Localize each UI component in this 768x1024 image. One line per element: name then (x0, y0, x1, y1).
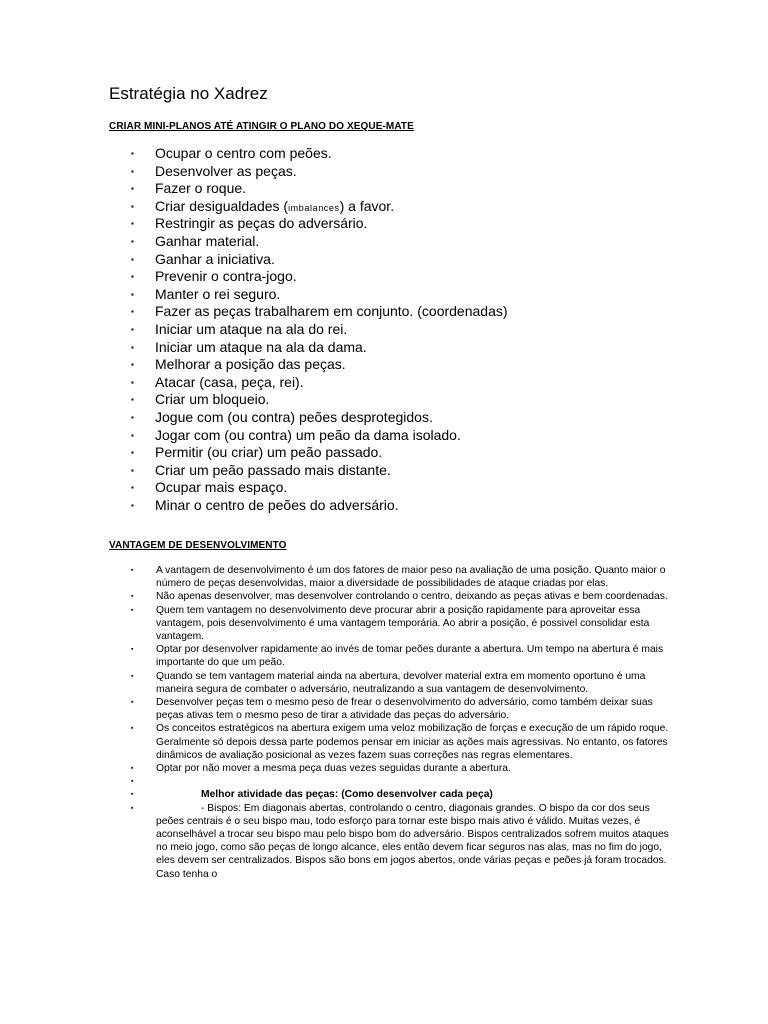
bullet-icon: ▪ (131, 778, 134, 786)
bullet-icon: ▪ (131, 725, 134, 733)
list-item: ▪ Os conceitos estratégicos na abertura exigem uma veloz mobilização de forças e execução de um rápido roque. Geralmente só depois dessa parte podemos pensar em iniciar as ações mais agressivas. No entanto, os fatores dinâmicos de avaliação posicional as vezes fazem suas correções nas regras elementares. (131, 723, 669, 761)
list-item: ▪ Criar um bloqueio. (131, 391, 270, 408)
bullet-icon: ▪ (131, 254, 134, 264)
bullet-icon: ▪ (131, 593, 134, 601)
section-heading-mini-plans: CRIAR MINI-PLANOS ATÉ ATINGIR O PLANO DO XEQUE-MATE (109, 121, 414, 132)
list-item: ▪ Permitir (ou criar) um peão passado. (131, 444, 383, 461)
page-title: Estratégia no Xadrez (109, 84, 268, 103)
bullet-icon: ▪ (131, 672, 134, 680)
bullet-icon: ▪ (131, 149, 134, 158)
bullet-icon: ▪ (131, 236, 134, 246)
bullet-icon: ▪ (131, 289, 134, 299)
list-item-empty (131, 775, 671, 788)
list-item: ▪ Fazer as peças trabalharem em conjunto. (coordenadas) (131, 303, 508, 320)
list-item: ▪ Ocupar mais espaço. (131, 479, 288, 496)
bullet-icon: ▪ (131, 412, 134, 422)
list-item: ▪ Desenvolver peças tem o mesmo peso de frear o desenvolvimento do adversário, como também deixar suas peças ativas tem o mesmo peso de tirar a atividade das peças do adversário. (131, 697, 653, 722)
list-item: ▪ Criar um peão passado mais distante. (131, 461, 391, 478)
list-item: ▪ Não apenas desenvolver, mas desenvolver controlando o centro, deixando as peças ativas e bem coordenadas. (131, 591, 668, 603)
list-item: ▪ Ganhar a iniciativa. (131, 250, 275, 267)
bullet-icon: ▪ (131, 765, 134, 773)
bullet-icon: ▪ (131, 448, 134, 458)
list-item: ▪ Desenvolver as peças. (131, 162, 297, 179)
list-item: ▪ Iniciar um ataque na ala da dama. (131, 338, 367, 355)
bullet-icon: ▪ (131, 500, 134, 510)
imbalances-note: imbalances (288, 202, 340, 213)
bullet-icon: ▪ (131, 342, 134, 352)
list-item (131, 802, 671, 881)
list-item: ▪ Ganhar material. (131, 232, 260, 249)
bullet-icon: ▪ (131, 699, 134, 707)
bullet-icon: ▪ (131, 465, 134, 475)
piece-activity-heading: Melhor atividade das peças: (Como desenvolver cada peça) (201, 789, 493, 801)
list-item: ▪ A vantagem de desenvolvimento é um dos fatores de maior peso na avaliação de uma posição. Quanto maior o número de peças desenvolvidas, maior a diversidade de possibilidades de ataque criadas por elas. (131, 565, 666, 590)
list-item: ▪ Optar por não mover a mesma peça duas vezes seguidas durante a abertura. (131, 763, 511, 775)
development-list (131, 564, 671, 881)
bullet-icon: ▪ (131, 804, 134, 812)
bullet-icon: ▪ (131, 791, 134, 799)
list-item: ▪ Manter o rei seguro. (131, 285, 281, 302)
list-item: ▪ Jogar com (ou contra) um peão da dama isolado. (131, 426, 461, 443)
list-item (131, 788, 671, 801)
bullet-icon: ▪ (131, 395, 134, 405)
list-item: ▪ Ocupar o centro com peões. (131, 145, 332, 161)
list-item: ▪ Atacar (casa, peça, rei). (131, 373, 304, 390)
list-item: ▪ Melhorar a posição das peças. (131, 356, 346, 373)
bullet-icon: ▪ (131, 483, 134, 493)
bullet-icon: ▪ (131, 201, 134, 211)
bullet-icon: ▪ (131, 430, 134, 440)
bullet-icon: ▪ (131, 166, 134, 176)
list-item: ▪ Restringir as peças do adversário. (131, 215, 368, 232)
list-item: ▪ Iniciar um ataque na ala do rei. (131, 320, 348, 337)
bishops-paragraph: - Bispos: Em diagonais abertas, controlando o centro, diagonais grandes. O bispo da cor dos seus peões centrais é o seu bispo mau, todo esforço para tornar este bispo mais ativo é válido. Muitas vezes, é aconselhável a trocar seu bispo mau pelo bispo bom do adversário. Bispos centralizados sofrem muitos ataques no meio jogo, como são peças de longo alcance, eles então devem ficar seguros nas alas, mas no fim do jogo, eles devem ser centralizados. Bispos são bons em jogos abertos, onde várias peças e peões já foram trocados. Caso tenha o (156, 802, 669, 880)
list-item: ▪ Fazer o roque. (131, 180, 247, 197)
bullet-icon: ▪ (131, 606, 134, 614)
mini-plans-list (128, 145, 728, 514)
bullet-icon: ▪ (131, 219, 134, 229)
list-item: ▪ Prevenir o contra-jogo. (131, 268, 297, 285)
section-heading-development: VANTAGEM DE DESENVOLVIMENTO (109, 540, 287, 551)
list-item: ▪ Minar o centro de peões do adversário. (131, 496, 399, 513)
bullet-icon: ▪ (131, 646, 134, 654)
bullet-icon: ▪ (131, 272, 134, 282)
list-item: ▪ Optar por desenvolver rapidamente ao invés de tomar peões durante a abertura. Um tempo na abertura é mais importante do que um peão. (131, 644, 664, 669)
bullet-icon: ▪ (131, 184, 134, 194)
bullet-icon: ▪ (131, 567, 134, 574)
bullet-icon: ▪ (131, 324, 134, 334)
list-item: ▪ Jogue com (ou contra) peões desprotegidos. (131, 408, 433, 425)
bullet-icon: ▪ (131, 377, 134, 387)
bullet-icon: ▪ (131, 307, 134, 317)
list-item: ▪ Quando se tem vantagem material ainda na abertura, devolver material extra em momento oportuno é uma maneira segura de combater o adversário, neutralizando a sua vantagem de desenvolvimento. (131, 670, 646, 695)
list-item: ▪ Criar desigualdades (imbalances) a favor. (131, 197, 395, 214)
bullet-icon: ▪ (131, 360, 134, 370)
list-item: ▪ Quem tem vantagem no desenvolvimento deve procurar abrir a posição rapidamente para aproveitar essa vantagem, pois desenvolvimento é uma vantagem temporária. Ao abrir a posição, é possivel consolidar esta vantagem. (131, 604, 650, 643)
